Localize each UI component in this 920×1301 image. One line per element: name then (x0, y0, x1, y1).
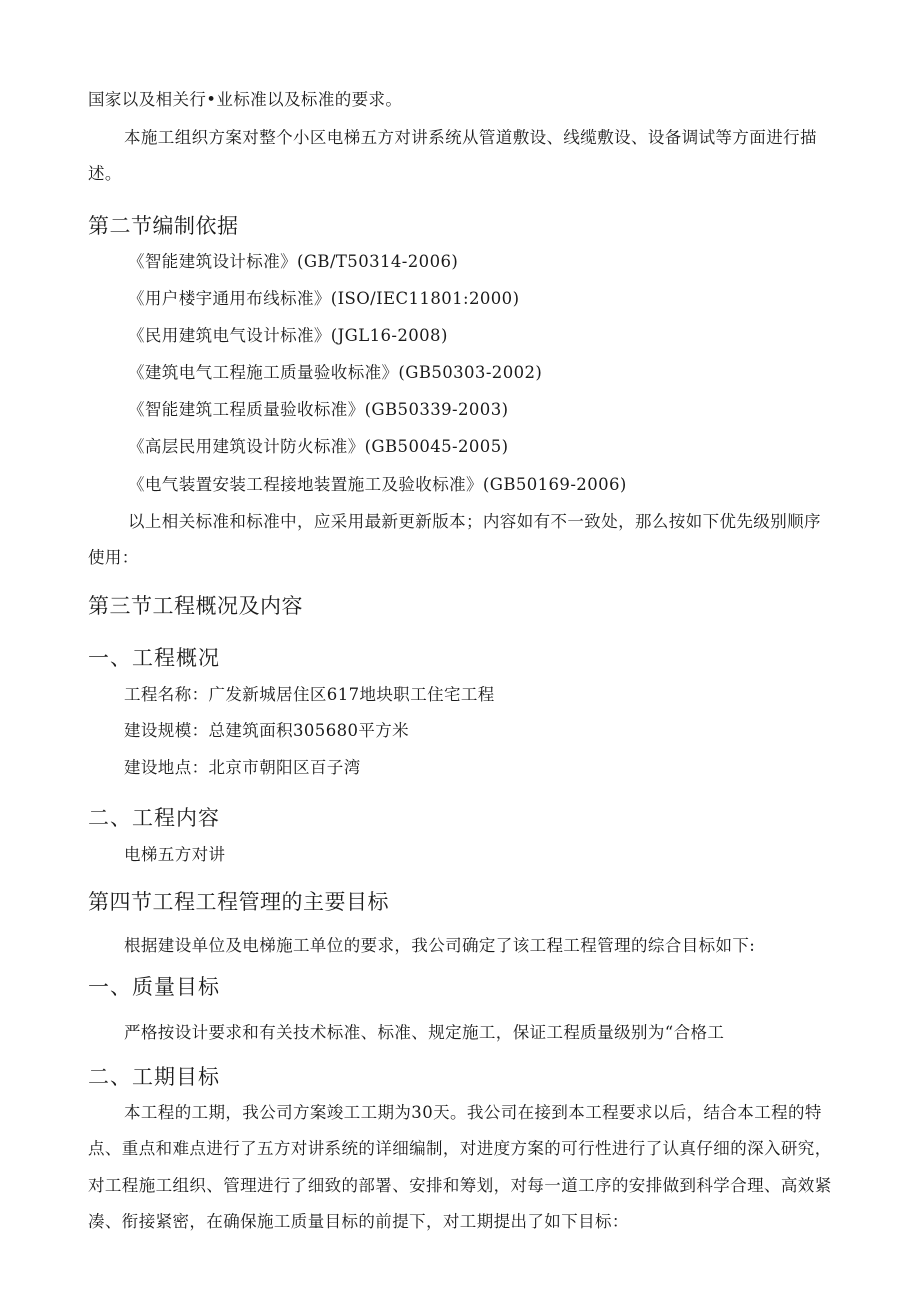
intro-paragraph-line-1: 本施工组织方案对整个小区电梯五方对讲系统从管道敷设、线缆敷设、设备调试等方面进行描 (124, 128, 817, 147)
quality-target-heading: 一、质量目标 (88, 975, 220, 999)
section-3-heading: 第三节工程概况及内容 (88, 594, 303, 618)
project-content: 电梯五方对讲 (124, 845, 226, 864)
intro-paragraph-line-2: 述。 (88, 164, 122, 183)
section-4-intro: 根据建设单位及电梯施工单位的要求，我公司确定了该工程工程管理的综合目标如下: (124, 936, 756, 955)
schedule-text-line-1: 本工程的工期，我公司方案竣工工期为30天。我公司在接到本工程要求以后，结合本工程的特 (124, 1103, 822, 1122)
intro-line: 国家以及相关行•业标准以及标准的要求。 (88, 90, 403, 109)
subsection-content-heading: 二、工程内容 (88, 806, 220, 830)
section-2-heading: 第二节编制依据 (88, 214, 239, 238)
standard-item: 《用户楼宇通用布线标准》(ISO/IEC11801:2000) (128, 289, 520, 308)
subsection-overview-heading: 一、工程概况 (88, 646, 220, 670)
project-location: 建设地点：北京市朝阳区百子湾 (124, 758, 361, 777)
standard-item: 《建筑电气工程施工质量验收标准》(GB50303-2002) (128, 363, 543, 382)
schedule-text-line-2: 点、重点和难点进行了五方对讲系统的详细编制，对进度方案的可行性进行了认真仔细的深入研究， (88, 1139, 832, 1158)
standard-item: 《高层民用建筑设计防火标准》(GB50045-2005) (128, 437, 509, 456)
schedule-text-line-3: 对工程施工组织、管理进行了细致的部署、安排和筹划，对每一道工序的安排做到科学合理、高效紧 (88, 1176, 832, 1195)
standard-item: 《智能建筑设计标准》(GB/T50314-2006) (128, 252, 459, 271)
project-scale: 建设规模：总建筑面积305680平方米 (124, 721, 410, 740)
standards-note-line-1: 以上相关标准和标准中，应采用最新更新版本；内容如有不一致处，那么按如下优先级别顺序 (128, 512, 821, 531)
schedule-target-heading: 二、工期目标 (88, 1065, 220, 1089)
standard-item: 《电气装置安装工程接地装置施工及验收标准》(GB50169-2006) (128, 475, 627, 494)
section-4-heading: 第四节工程工程管理的主要目标 (88, 890, 389, 914)
project-name: 工程名称：广发新城居住区617地块职工住宅工程 (124, 685, 495, 704)
schedule-text-line-4: 凑、衔接紧密，在确保施工质量目标的前提下，对工期提出了如下目标： (88, 1212, 629, 1231)
standard-item: 《智能建筑工程质量验收标准》(GB50339-2003) (128, 400, 509, 419)
standards-note-line-2: 使用： (88, 548, 139, 567)
quality-target-text: 严格按设计要求和有关技术标准、标准、规定施工，保证工程质量级别为“合格工 (124, 1023, 725, 1042)
standard-item: 《民用建筑电气设计标准》(JGL16-2008) (128, 326, 448, 345)
